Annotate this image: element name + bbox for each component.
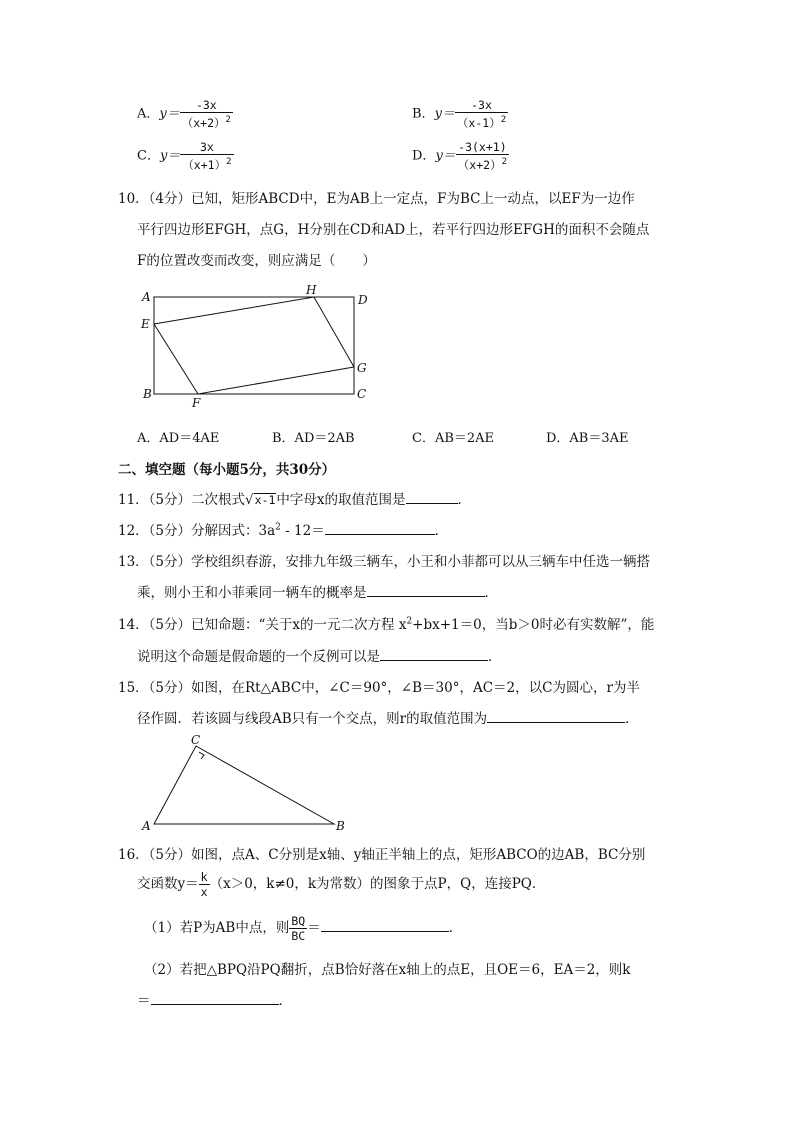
q16-function-fraction: $\frac{k}{x}$ (200, 870, 208, 899)
q9-option-b: B．y＝ $\frac{-3x}{(x-1)^2}$ (412, 98, 507, 130)
q15-figure-triangle (138, 732, 350, 834)
label-b: B (143, 387, 152, 401)
q15-line-2: 径作圆．若该圆与线段AB只有一个交点，则r的取值范围为 ． (137, 707, 639, 727)
q9-option-d: D．y＝ $\frac{-3(x+1)}{(x+2)^2}$ (412, 140, 507, 172)
q9-option-c: C．y＝ $\frac{3x}{(x+1)^2}$ (137, 140, 232, 172)
q9-option-a-fraction: $\frac{-3x}{(x+2)^2}$ (181, 98, 231, 130)
q16-part-2-answer-blank (151, 990, 279, 1005)
q9-option-a: A．y＝ $\frac{-3x}{(x+2)^2}$ (137, 98, 231, 130)
q14-line-2: 说明这个命题是假命题的一个反例可以是 ． (137, 645, 502, 665)
q16-line-1: 16．（5分）如图，点A、C分别是x轴、y轴正半轴上的点，矩形ABCO的边AB，BC分别 (118, 847, 646, 863)
q13-line-2: 乘，则小王和小菲乘同一辆车的概率是 ． (137, 581, 498, 601)
q10-line-2: 平行四边形EFGH，点G，H分别在CD和AD上，若平行四边形EFGH的面积不会随点 (137, 222, 650, 238)
triangle-abc (154, 746, 334, 824)
label-c: C (357, 387, 367, 401)
q14-line-1: 14．（5分）已知命题：“关于x的一元二次方程 $x^2+bx+1=0$，当b＞0时必有实数解”，能 (118, 616, 655, 633)
q16-part-2-line-1: （2）若把△BPQ沿PQ翻折，点B恰好落在x轴上的点E，且OE＝6，EA＝2，则k (144, 962, 631, 978)
rectangle-abcd (154, 297, 354, 394)
q14-answer-blank (380, 646, 488, 661)
label-e: E (141, 317, 150, 331)
q10-option-a: A．AD＝4AE (137, 431, 220, 446)
q10-option-c: C．AB＝2AE (412, 431, 495, 446)
q10-option-d: D．AB＝3AE (546, 431, 629, 446)
q16-part-2-line-2: ＝ ． (137, 989, 292, 1009)
q15-answer-blank (487, 708, 625, 723)
q10-line-1: 10．（4分）已知，矩形ABCD中，E为AB上一定点，F为BC上一动点，以EF为一边作 (118, 191, 635, 207)
q9-option-c-fraction: $\frac{3x}{(x+1)^2}$ (182, 140, 232, 172)
label-f: F (192, 396, 201, 410)
q12-answer-blank (325, 520, 435, 535)
q12: 12．（5分）分解因式：$3a^2 - 12=$ ． (118, 519, 448, 539)
label-a: A (142, 819, 151, 833)
q9-option-d-fraction: $\frac{-3(x+1)}{(x+2)^2}$ (457, 140, 507, 172)
q16-ratio-fraction: $\frac{BQ}{BC}$ (291, 914, 306, 943)
label-g: G (357, 361, 367, 375)
label-b: B (336, 819, 345, 833)
label-c: C (191, 733, 201, 747)
section-2-title: 二、填空题（每小题5分，共30分） (118, 462, 336, 478)
label-d: D (358, 293, 368, 307)
q11-answer-blank (406, 489, 458, 504)
q16-part-1-answer-blank (321, 917, 449, 932)
sqrt-symbol: √ (245, 492, 254, 508)
q9-option-b-fraction: $\frac{-3x}{(x-1)^2}$ (456, 98, 507, 130)
label-a: A (142, 290, 151, 304)
q10-line-3: F的位置改变而改变，则应满足（ ） (137, 253, 376, 269)
parallelogram-efgh (154, 297, 354, 394)
q15-line-1: 15．（5分）如图，在Rt△ABC中，∠C＝90°，∠B＝30°，AC＝2，以C为圆心，r为半 (118, 680, 640, 696)
q10-figure-rectangle (138, 282, 378, 410)
q11: 11．（5分）二次根式√x-1中字母x的取值范围是 ． (118, 488, 471, 508)
q16-part-1: （1）若P为AB中点，则 $\frac{BQ}{BC}$ ＝ ． (144, 914, 463, 943)
q13-line-1: 13．（5分）学校组织春游，安排九年级三辆车，小王和小菲都可以从三辆车中任选一辆搭 (118, 554, 651, 570)
q10-option-b: B．AD＝2AB (272, 431, 355, 446)
q16-line-2: 交函数y＝ $\frac{k}{x}$ （x＞0，k≠0，k为常数）的图象于点P，Q，连接PQ． (137, 870, 546, 899)
right-angle-mark (199, 752, 204, 759)
q13-answer-blank (367, 582, 485, 597)
label-h: H (306, 283, 317, 297)
